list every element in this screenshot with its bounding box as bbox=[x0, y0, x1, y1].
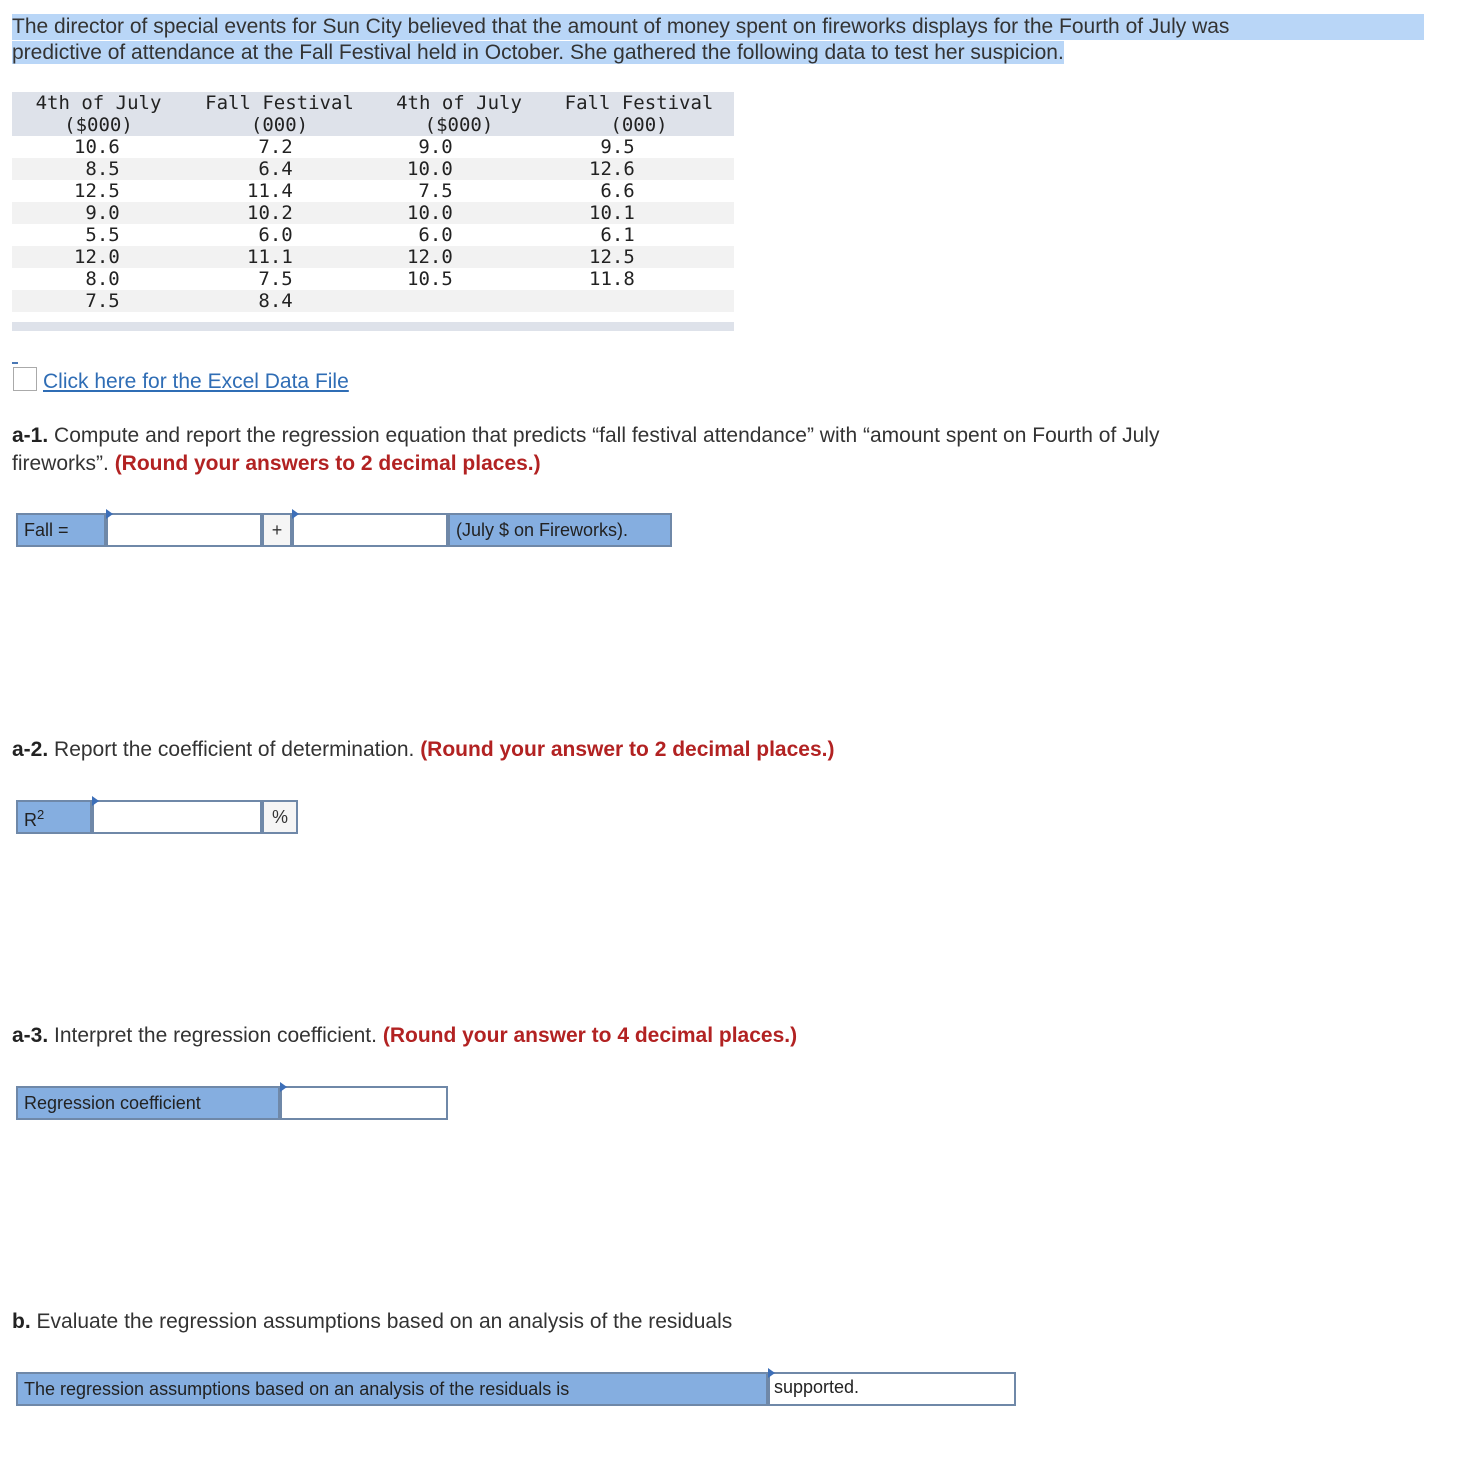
intro-line-2: predictive of attendance at the Fall Festival held in October. She gathered the following data to test her suspicion. bbox=[12, 41, 1064, 64]
table-cell: 7.2 bbox=[185, 136, 374, 158]
header-july-1: 4th of July ($000) bbox=[12, 92, 185, 136]
answer-flag-icon bbox=[106, 509, 113, 519]
table-cell: 11.8 bbox=[544, 268, 734, 290]
r-squared-label: $R^2$ bbox=[16, 800, 92, 834]
intro-line-1: The director of special events for Sun City believed that the amount of money spent on fireworks displays for the Fourth of July was bbox=[12, 14, 1424, 40]
table-row bbox=[12, 246, 734, 268]
header-fall-1: Fall Festival (000) bbox=[185, 92, 374, 136]
table-cell: 9.5 bbox=[544, 136, 734, 158]
header-fall-2: Fall Festival (000) bbox=[544, 92, 734, 136]
table-cell: 6.6 bbox=[544, 180, 734, 202]
slope-input[interactable] bbox=[294, 515, 446, 545]
table-row bbox=[12, 224, 734, 246]
table-cell: 7.5 bbox=[12, 290, 185, 312]
table-cell: 8.0 bbox=[12, 268, 185, 290]
table-cell: 9.0 bbox=[374, 136, 544, 158]
intercept-input-cell[interactable] bbox=[106, 513, 262, 547]
fall-label: Fall = bbox=[16, 513, 106, 547]
table-row bbox=[12, 202, 734, 224]
intercept-input[interactable] bbox=[108, 515, 260, 545]
assumptions-select-cell[interactable] bbox=[768, 1372, 1016, 1406]
question-a2: a-2. Report the coefficient of determination. (Round your answer to 2 decimal places.) bbox=[12, 738, 835, 761]
table-cell: 10.6 bbox=[12, 136, 185, 158]
regression-coefficient-label: Regression coefficient bbox=[16, 1086, 280, 1120]
regression-equation-row bbox=[16, 513, 672, 545]
table-row bbox=[12, 136, 734, 158]
table-cell: 10.0 bbox=[374, 158, 544, 180]
coefficient-input-cell[interactable] bbox=[280, 1086, 448, 1120]
question-a1: a-1. Compute and report the regression equation that predicts “fall festival attendance” with “amount spent on Fourth of July fireworks”. (Round your answers to 2 decimal places.) bbox=[12, 424, 1160, 475]
table-cell: 6.0 bbox=[185, 224, 374, 246]
r-squared-input-cell[interactable] bbox=[92, 800, 262, 834]
table-cell: 5.5 bbox=[12, 224, 185, 246]
excel-file-icon[interactable] bbox=[13, 367, 37, 391]
excel-tick-mark bbox=[12, 362, 18, 364]
table-cell: 12.0 bbox=[374, 246, 544, 268]
question-a3: a-3. Interpret the regression coefficient. (Round your answer to 4 decimal places.) bbox=[12, 1024, 798, 1047]
table-cell: 6.0 bbox=[374, 224, 544, 246]
answer-flag-icon bbox=[280, 1082, 287, 1092]
question-b: b. Evaluate the regression assumptions based on an analysis of the residuals bbox=[12, 1310, 733, 1333]
table-cell: 12.6 bbox=[544, 158, 734, 180]
table-cell: 10.1 bbox=[544, 202, 734, 224]
table-cell: 10.2 bbox=[185, 202, 374, 224]
coefficient-input[interactable] bbox=[282, 1088, 446, 1118]
table-cell: 7.5 bbox=[185, 268, 374, 290]
answer-flag-icon bbox=[292, 509, 299, 519]
answer-flag-icon bbox=[768, 1368, 775, 1378]
table-cell: 12.0 bbox=[12, 246, 185, 268]
table-footer-bar bbox=[12, 322, 734, 331]
table-cell: 11.4 bbox=[185, 180, 374, 202]
plus-sign: + bbox=[262, 513, 292, 547]
data-table bbox=[12, 92, 734, 312]
table-cell: 7.5 bbox=[374, 180, 544, 202]
table-cell: 11.1 bbox=[185, 246, 374, 268]
assumptions-row bbox=[16, 1372, 1016, 1404]
table-row bbox=[12, 268, 734, 290]
r-squared-input[interactable] bbox=[94, 802, 260, 832]
answer-flag-icon bbox=[92, 796, 99, 806]
table-cell: 8.5 bbox=[12, 158, 185, 180]
regression-coefficient-row bbox=[16, 1086, 448, 1118]
table-cell: 8.4 bbox=[185, 290, 374, 312]
table-cell bbox=[374, 290, 544, 312]
table-cell: 10.0 bbox=[374, 202, 544, 224]
assumptions-select-value[interactable]: supported. bbox=[774, 1377, 860, 1397]
slope-input-cell[interactable] bbox=[292, 513, 448, 547]
table-cell: 10.5 bbox=[374, 268, 544, 290]
table-cell bbox=[544, 290, 734, 312]
percent-unit: % bbox=[262, 800, 298, 834]
table-cell: 12.5 bbox=[544, 246, 734, 268]
problem-intro bbox=[12, 14, 1424, 66]
table-cell: 12.5 bbox=[12, 180, 185, 202]
header-july-2: 4th of July ($000) bbox=[374, 92, 544, 136]
fireworks-suffix-label: (July $ on Fireworks). bbox=[448, 513, 672, 547]
excel-data-link[interactable]: Click here for the Excel Data File bbox=[43, 370, 349, 393]
table-row bbox=[12, 158, 734, 180]
assumptions-statement: The regression assumptions based on an analysis of the residuals is bbox=[16, 1372, 768, 1406]
table-cell: 9.0 bbox=[12, 202, 185, 224]
r-squared-row bbox=[16, 800, 298, 832]
table-row bbox=[12, 290, 734, 312]
table-cell: 6.1 bbox=[544, 224, 734, 246]
table-row bbox=[12, 180, 734, 202]
table-cell: 6.4 bbox=[185, 158, 374, 180]
